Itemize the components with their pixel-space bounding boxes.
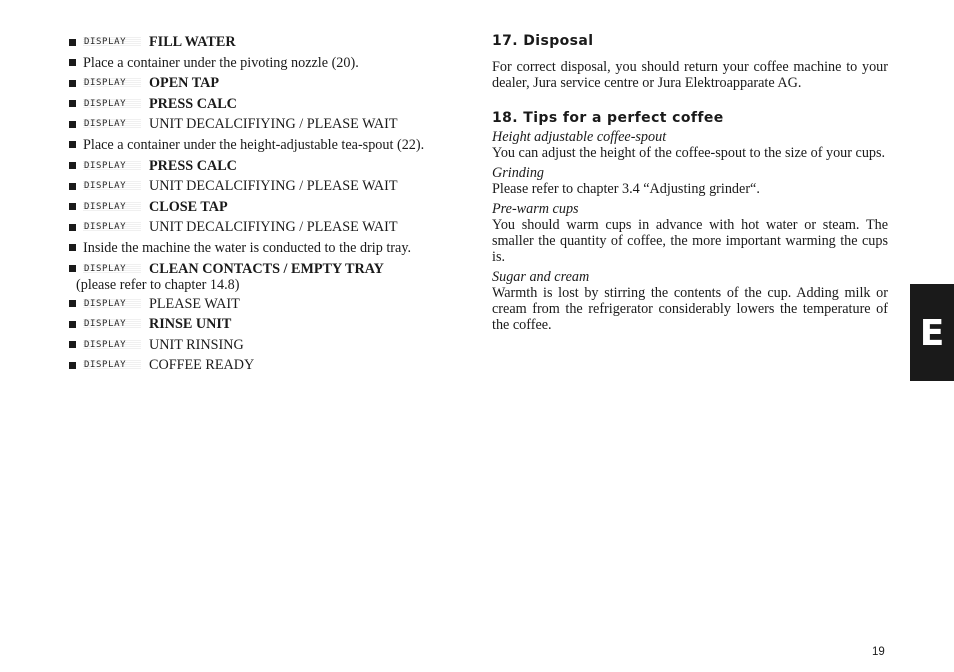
square-bullet-icon [69, 362, 76, 369]
square-bullet-icon [69, 341, 76, 348]
step-text: PRESS CALC [149, 95, 237, 112]
display-icon: DISPLAY [83, 78, 141, 88]
square-bullet-icon [69, 59, 76, 66]
tip-text: Please refer to chapter 3.4 “Adjusting grinder“. [492, 181, 760, 197]
square-bullet-icon [69, 321, 76, 328]
page-number: 19 [872, 646, 885, 658]
display-icon: DISPLAY [83, 99, 141, 109]
tip-text: Warmth is lost by stirring the contents of the cup. Adding milk or cream from the refrigerator considerably lowers the temperature of the coffee. [492, 285, 888, 333]
step-text: PRESS CALC [149, 157, 237, 174]
step-subtext: (please refer to chapter 14.8) [76, 276, 240, 293]
square-bullet-icon [69, 100, 76, 107]
square-bullet-icon [69, 183, 76, 190]
step-text: Place a container under the pivoting nozzle (20). [83, 54, 359, 71]
square-bullet-icon [69, 300, 76, 307]
tip-item [492, 165, 888, 197]
step-text: FILL WATER [149, 34, 236, 50]
display-step [69, 357, 459, 373]
display-step [69, 337, 459, 353]
instruction-step [69, 240, 459, 256]
tip-item [492, 129, 888, 161]
display-step [69, 116, 459, 132]
display-step [69, 199, 459, 215]
tip-title: Sugar and cream [492, 269, 590, 285]
step-text: PLEASE WAIT [149, 295, 240, 312]
instruction-step [69, 137, 459, 153]
display-icon: DISPLAY [83, 264, 141, 274]
display-icon: DISPLAY [83, 202, 141, 212]
tip-title: Grinding [492, 165, 545, 181]
instruction-list [69, 34, 459, 378]
step-text: UNIT DECALCIFIYING / PLEASE WAIT [149, 178, 398, 195]
section-tab: E [910, 284, 954, 381]
disposal-heading: 17. Disposal [492, 33, 594, 49]
square-bullet-icon [69, 265, 76, 272]
display-icon: DISPLAY [83, 222, 141, 232]
step-text: UNIT RINSING [149, 336, 244, 353]
step-text: CLEAN CONTACTS / EMPTY TRAY [149, 260, 384, 277]
display-icon: DISPLAY [83, 340, 141, 350]
square-bullet-icon [69, 121, 76, 128]
square-bullet-icon [69, 162, 76, 169]
step-text: CLOSE TAP [149, 198, 228, 215]
display-icon: DISPLAY [83, 299, 141, 309]
right-column [492, 32, 888, 337]
display-step [69, 219, 459, 235]
tip-title: Pre-warm cups [492, 201, 579, 217]
step-text: Inside the machine the water is conducted to the drip tray. [83, 239, 412, 256]
display-step [69, 158, 459, 174]
step-text: UNIT DECALCIFIYING / PLEASE WAIT [149, 219, 398, 236]
square-bullet-icon [69, 244, 76, 251]
display-step [69, 261, 459, 293]
display-icon: DISPLAY [83, 319, 141, 329]
tip-text: You should warm cups in advance with hot water or steam. The smaller the quantity of coffee, the more important warming the cups is. [492, 217, 888, 265]
display-step [69, 316, 459, 332]
instruction-step [69, 55, 459, 71]
square-bullet-icon [69, 203, 76, 210]
tip-item [492, 201, 888, 265]
display-icon: DISPLAY [83, 360, 141, 370]
step-text: Place a container under the height-adjustable tea-spout (22). [83, 136, 425, 153]
tip-text: You can adjust the height of the coffee-spout to the size of your cups. [492, 145, 886, 161]
tips-heading: 18. Tips for a perfect coffee [492, 110, 724, 126]
step-text: RINSE UNIT [149, 316, 232, 333]
square-bullet-icon [69, 39, 76, 46]
display-icon: DISPLAY [83, 37, 141, 47]
display-step [69, 75, 459, 91]
display-icon: DISPLAY [83, 119, 141, 129]
step-text: COFFEE READY [149, 357, 255, 374]
display-step [69, 296, 459, 312]
disposal-text: For correct disposal, you should return your coffee machine to your dealer, Jura service centre or Jura Elektroapparate AG. [492, 59, 888, 91]
step-text: UNIT DECALCIFIYING / PLEASE WAIT [149, 116, 398, 133]
display-step [69, 34, 459, 50]
display-icon: DISPLAY [83, 161, 141, 171]
step-text: OPEN TAP [149, 75, 220, 92]
display-icon: DISPLAY [83, 181, 141, 191]
tip-title: Height adjustable coffee-spout [492, 129, 667, 145]
tip-item [492, 269, 888, 333]
square-bullet-icon [69, 224, 76, 231]
display-step [69, 96, 459, 112]
display-step [69, 178, 459, 194]
square-bullet-icon [69, 80, 76, 87]
square-bullet-icon [69, 141, 76, 148]
